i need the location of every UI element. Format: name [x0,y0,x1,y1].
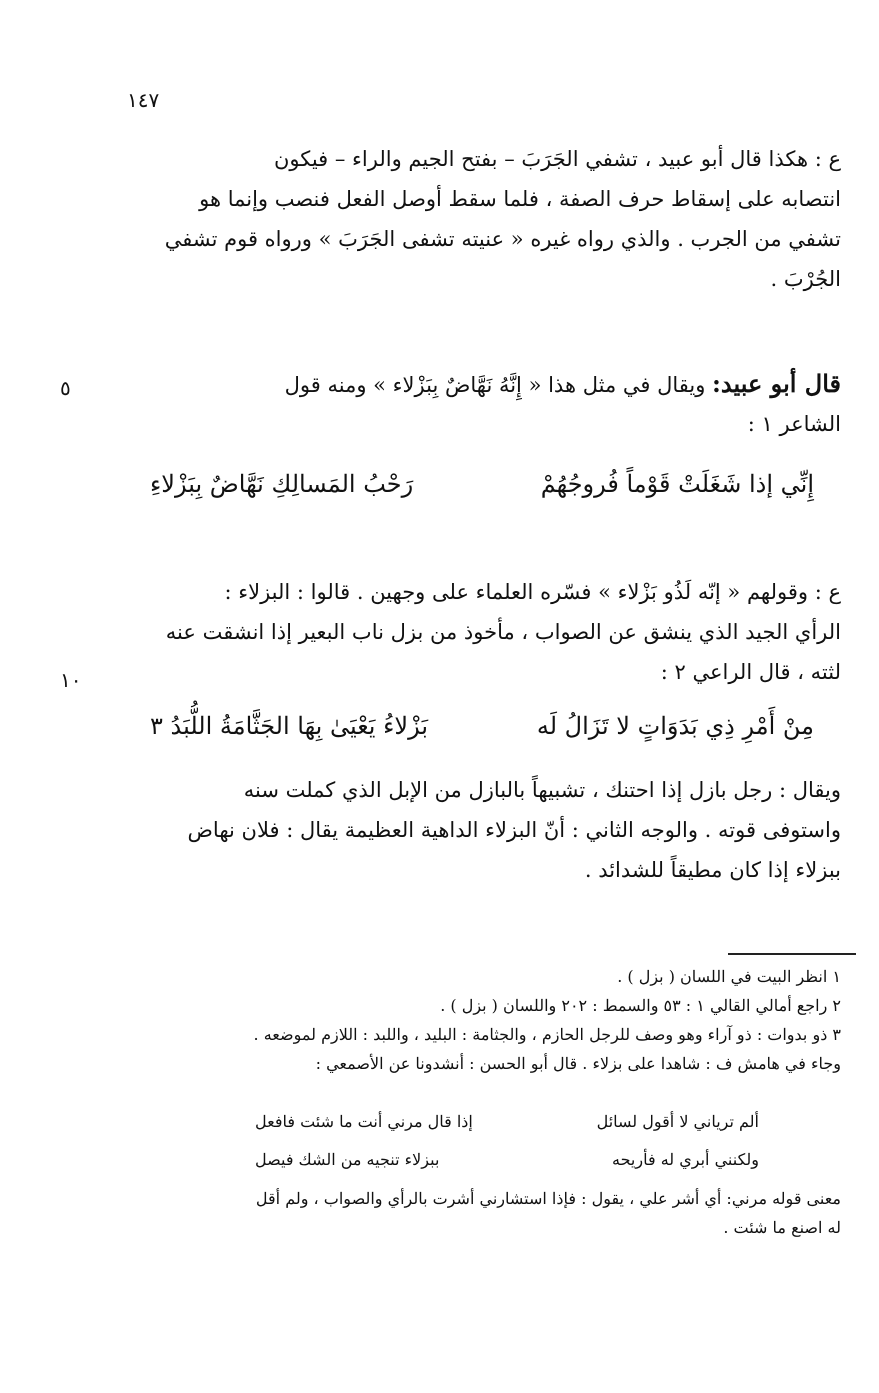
footnote-3-note: وجاء في هامش ف : شاهدا على بزلاء . قال أبو الحسن : أنشدونا عن الأصمعي : [315,1054,841,1073]
text-span: ويقال في مثل هذا « إِنَّهُ نَهَّاضٌ بِبَزْلاء » ومنه قول [284,373,706,397]
footnote-3-explanation [81,1184,841,1242]
footnote-1: ١ انظر البيت في اللسان ( بزل ) . [617,967,841,986]
text-line: الجُرْبَ . [770,267,841,291]
footnotes [81,962,841,1078]
text-line: ع : هكذا قال أبو عبيد ، تشفي الجَرَبَ – بفتح الجيم والراء – فيكون [273,147,841,171]
footnote-separator [728,953,856,955]
text-line: ع : وقولهم « إنّه لَذُو بَزْلاء » فسّره العلماء على وجهين . قالوا : البزلاء : [224,580,841,604]
footnote-verse-b-first: ولكنني أبري له فأريحه [612,1150,759,1169]
text-line: معنى قوله مرني: أي أشر علي ، يقول : فإذا استشارني أشرت بالرأي والصواب ، ولم أقل [255,1189,841,1208]
text-line: الشاعر ١ : [747,412,841,436]
text-line [111,364,841,404]
speaker-heading: قال أبو عبيد: [712,369,841,398]
text-line: الرأي الجيد الذي ينشق عن الصواب ، مأخوذ من بزل ناب البعير إذا انشقت عنه [165,620,841,644]
verse-1-second-hemistich: رَحْبُ المَسالِكِ نَهَّاضٌ بِبَزْلاءِ [150,470,414,498]
text-line: ويقال : رجل بازل إذا احتنك ، تشبيهاً بالبازل من الإبل الذي كملت سنه [243,778,841,802]
footnote-2: ٢ راجع أمالي القالي ١ : ٥٣ والسمط : ٢٠٢ واللسان ( بزل ) . [440,996,841,1015]
footnote-verse-b-second: ببزلاء تنجيه من الشك فيصل [255,1150,440,1169]
footnote-3: ٣ ذو بدوات : ذو آراء وهو وصف للرجل الحازم ، والجثامة : البليد ، واللبد : اللازم لموضعه . [253,1025,841,1044]
verse-1-first-hemistich: إِنِّي إذا شَغَلَتْ قَوْماً فُروجُهُمْ [540,470,814,498]
paragraph-2 [111,364,841,444]
line-marker-10: ١٠ [60,668,82,692]
text-line: لثته ، قال الراعي ٢ : [660,660,841,684]
paragraph-3 [111,572,841,692]
verse-2-first-hemistich: مِنْ أَمْرِ ذِي بَدَوَاتٍ لا تَزَالُ لَه [536,712,814,740]
paragraph-4 [111,770,841,890]
verse-2-second-hemistich: بَزْلاءُ يَعْيَىٰ بِهَا الجَثَّامَةُ اللُّبَدُ ٣ [150,712,429,740]
line-marker-5: ٥ [60,376,71,400]
footnote-verse-a-first: ألم ترياني لا أقول لسائل [596,1112,759,1131]
paragraph-1 [111,139,841,299]
text-line: له اصنع ما شئت . [723,1218,841,1237]
page-number: ١٤٧ [127,88,160,112]
text-line: واستوفى قوته . والوجه الثاني : أنّ البزلاء الداهية العظيمة يقال : فلان نهاض [187,818,841,842]
text-line: انتصابه على إسقاط حرف الصفة ، فلما سقط أوصل الفعل فنصب وإنما هو [199,187,841,211]
text-line: ببزلاء إذا كان مطيقاً للشدائد . [584,858,841,882]
text-line: تشفي من الجرب . والذي رواه غيره « عنيته تشفى الجَرَبَ » ورواه قوم تشفي [164,227,841,251]
footnote-verse-a-second: إذا قال مرني أنت ما شئت فافعل [255,1112,473,1131]
